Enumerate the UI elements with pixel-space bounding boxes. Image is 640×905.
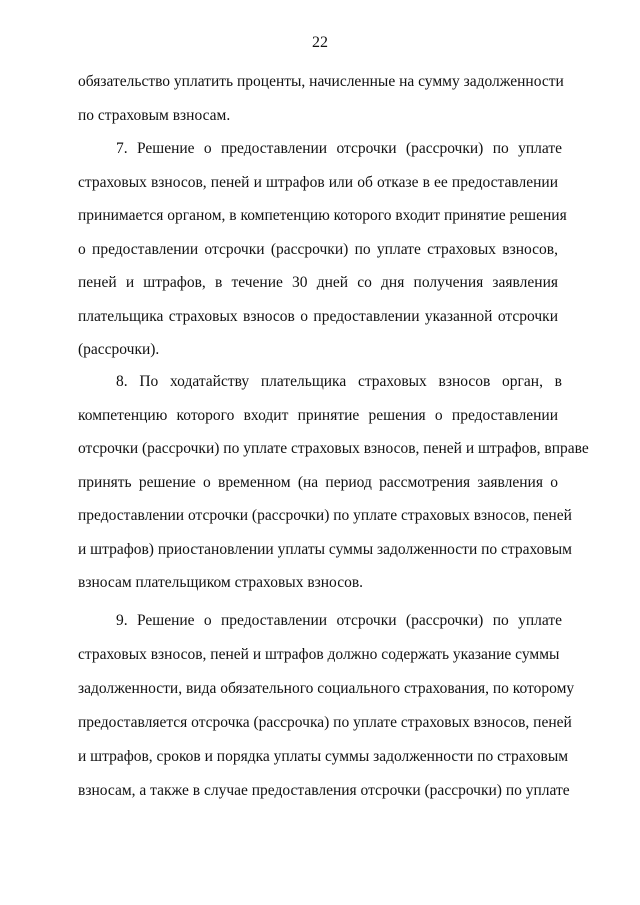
text-line: и штрафов, сроков и порядка уплаты суммы задолженности по страховым bbox=[78, 748, 569, 765]
paragraph-8-first-line: 8. По ходатайству плательщика страховых взносов орган, в bbox=[116, 373, 562, 390]
text-line: предоставляется отсрочка (рассрочка) по уплате страховых взносов, пеней bbox=[78, 714, 572, 731]
text-line: взносам, а также в случае предоставления отсрочки (рассрочки) по уплате bbox=[78, 782, 570, 799]
text-line: плательщика страховых взносов о предоставлении указанной отсрочки bbox=[78, 308, 558, 325]
text-line: компетенцию которого входит принятие решения о предоставлении bbox=[78, 407, 558, 424]
paragraph-9-first-line: 9. Решение о предоставлении отсрочки (рассрочки) по уплате bbox=[116, 612, 562, 629]
text-line: страховых взносов, пеней и штрафов должно содержать указание суммы bbox=[78, 646, 560, 663]
text-line: отсрочки (рассрочки) по уплате страховых взносов, пеней и штрафов, вправе bbox=[78, 440, 589, 457]
text-line: взносам плательщиком страховых взносов. bbox=[78, 574, 364, 591]
text-line: (рассрочки). bbox=[78, 341, 160, 358]
text-line: и штрафов) приостановлении уплаты суммы задолженности по страховым bbox=[78, 541, 572, 558]
paragraph-7-first-line: 7. Решение о предоставлении отсрочки (рассрочки) по уплате bbox=[116, 140, 562, 157]
text-line: по страховым взносам. bbox=[78, 107, 231, 124]
text-line: задолженности, вида обязательного социального страхования, по которому bbox=[78, 680, 575, 697]
text-line: принять решение о временном (на период рассмотрения заявления о bbox=[78, 474, 558, 491]
text-line: принимается органом, в компетенцию которого входит принятие решения bbox=[78, 207, 567, 224]
text-line: предоставлении отсрочки (рассрочки) по уплате страховых взносов, пеней bbox=[78, 507, 572, 524]
text-line: пеней и штрафов, в течение 30 дней со дня получения заявления bbox=[78, 274, 558, 291]
text-line: страховых взносов, пеней и штрафов или об отказе в ее предоставлении bbox=[78, 174, 558, 191]
text-line: обязательство уплатить проценты, начисленные на сумму задолженности bbox=[78, 73, 564, 90]
text-line: о предоставлении отсрочки (рассрочки) по уплате страховых взносов, bbox=[78, 241, 558, 258]
page-number: 22 bbox=[312, 34, 328, 51]
